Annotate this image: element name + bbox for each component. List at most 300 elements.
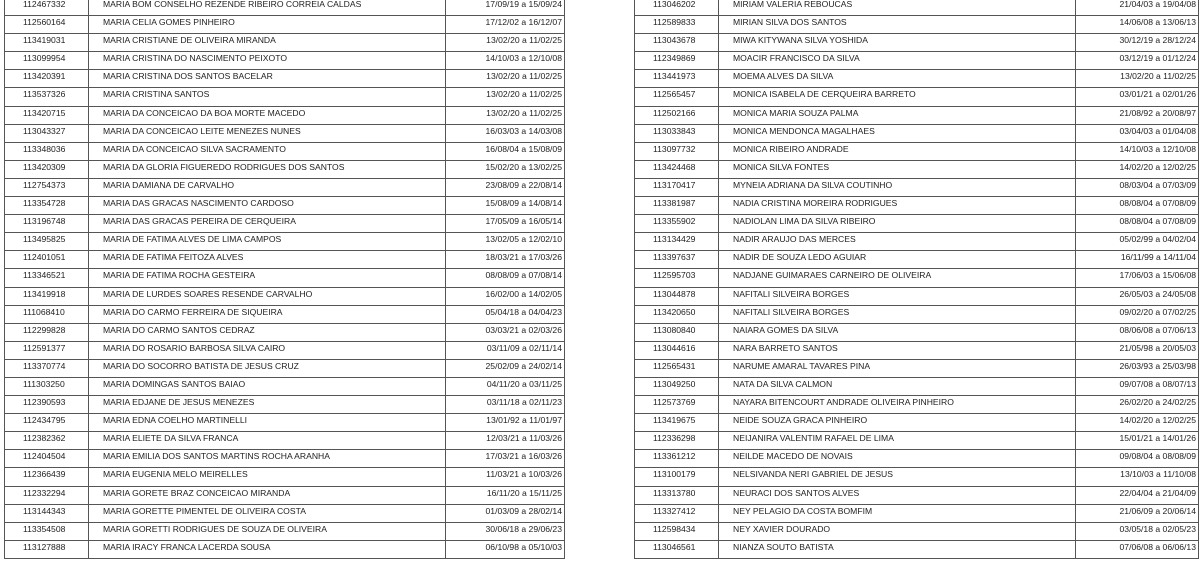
validity-period-cell [446,305,565,323]
validity-period: 25/02/09 a 24/02/14 [485,360,562,371]
table-row [635,396,1199,414]
registration-id-cell [635,52,719,70]
table-row [635,70,1199,88]
person-name-cell [719,432,1076,450]
table-row [635,414,1199,432]
registration-id-cell [5,160,89,178]
person-name: MYNEIA ADRIANA DA SILVA COUTINHO [733,179,893,190]
validity-period-cell [1076,251,1199,269]
person-name-cell [89,16,446,34]
validity-period: 14/10/03 a 12/10/08 [1119,143,1196,154]
validity-period-cell [1076,106,1199,124]
validity-period: 03/01/21 a 02/01/26 [1119,89,1196,100]
validity-period: 15/01/21 a 14/01/26 [1119,433,1196,444]
validity-period: 12/03/21 a 11/03/26 [486,433,562,444]
person-name-cell [89,70,446,88]
table-row [635,305,1199,323]
registration-id-cell [5,450,89,468]
validity-period: 16/02/00 a 14/02/05 [485,288,562,299]
table-row [635,106,1199,124]
person-name: MOEMA ALVES DA SILVA [733,71,834,82]
person-name: MARIA GORETTI RODRIGUES DE SOUZA DE OLIVEIRA [103,523,327,534]
validity-period: 17/05/09 a 16/05/14 [485,216,562,227]
table-row [5,142,565,160]
registration-id: 112332294 [23,487,66,498]
person-name-cell [89,504,446,522]
person-name: NEIJANIRA VALENTIM RAFAEL DE LIMA [733,433,894,444]
registration-id: 112754373 [23,179,66,190]
validity-period-cell [446,269,565,287]
person-name-cell [719,88,1076,106]
registration-id-cell [5,16,89,34]
registration-id: 112591377 [23,342,66,353]
person-name: NARUME AMARAL TAVARES PINA [733,360,871,371]
person-name: MARIA DE FATIMA ROCHA GESTEIRA [103,270,256,281]
person-name-cell [719,215,1076,233]
validity-period: 13/01/92 a 11/01/97 [486,415,562,426]
validity-period-cell [446,215,565,233]
person-name: MARIA CELIA GOMES PINHEIRO [103,17,235,28]
validity-period: 16/03/03 a 14/03/08 [485,125,562,136]
person-name: NADIR ARAUJO DAS MERCES [733,234,856,245]
validity-period: 14/06/08 a 13/06/13 [1119,17,1196,28]
registration-id: 113420715 [23,107,66,118]
validity-period-cell [1076,522,1199,540]
person-name-cell [719,396,1076,414]
table-row [635,34,1199,52]
registration-id-cell [635,359,719,377]
validity-period: 13/10/03 a 11/10/08 [1120,469,1196,480]
registration-id-cell [635,16,719,34]
person-name: MARIA GORETE BRAZ CONCEICAO MIRANDA [103,487,291,498]
registration-id: 113441973 [653,71,696,82]
person-name: MONICA MENDONCA MAGALHAES [733,125,875,136]
validity-period: 09/08/04 a 08/08/09 [1119,451,1196,462]
registration-id: 112565457 [653,89,696,100]
registration-id-cell [5,178,89,196]
registration-id-cell [5,377,89,395]
validity-period: 16/08/04 a 15/08/09 [485,143,562,154]
person-name-cell [89,359,446,377]
person-name: MARIA EDJANE DE JESUS MENEZES [103,397,255,408]
validity-period-cell [446,106,565,124]
validity-period: 16/11/99 a 14/11/04 [1120,252,1196,263]
registration-id-cell [5,142,89,160]
person-name-cell [89,251,446,269]
registration-id: 113420650 [653,306,696,317]
validity-period-cell [1076,341,1199,359]
validity-period-cell [446,124,565,142]
person-name: NEILDE MACEDO DE NOVAIS [733,451,853,462]
registration-id: 112595703 [653,270,696,281]
registration-id-cell [635,197,719,215]
validity-period-cell [1076,16,1199,34]
validity-period-cell [1076,124,1199,142]
validity-period-cell [1076,450,1199,468]
validity-period: 03/03/21 a 02/03/26 [485,324,562,335]
registration-id-cell [635,106,719,124]
registration-id: 112390593 [23,397,66,408]
registration-id-cell [635,215,719,233]
validity-period-cell [446,486,565,504]
registration-id-cell [635,70,719,88]
registration-id: 113419918 [23,288,66,299]
registration-id-cell [5,124,89,142]
registration-id-cell [5,106,89,124]
registration-id: 112382362 [23,433,66,444]
person-name-cell [719,414,1076,432]
registration-id-cell [635,504,719,522]
person-name-cell [89,197,446,215]
person-name: NADJANE GUIMARAES CARNEIRO DE OLIVEIRA [733,270,932,281]
person-name: MARIA DAMIANA DE CARVALHO [103,179,235,190]
person-name-cell [89,106,446,124]
person-name-cell [719,540,1076,558]
table-row [5,160,565,178]
person-name-cell [719,106,1076,124]
person-name-cell [89,468,446,486]
validity-period-cell [446,251,565,269]
validity-period-cell [446,377,565,395]
validity-period-cell [446,450,565,468]
validity-period: 09/02/20 a 07/02/25 [1119,306,1196,317]
person-name-cell [89,522,446,540]
validity-period: 08/08/04 a 07/08/09 [1119,198,1196,209]
table-row [635,359,1199,377]
person-name-cell [719,34,1076,52]
validity-period: 23/08/09 a 22/08/14 [485,179,562,190]
registration-id: 113355902 [653,216,696,227]
person-name: MARIA DE FATIMA FEITOZA ALVES [103,252,244,263]
validity-period-cell [1076,377,1199,395]
registration-id-cell [635,377,719,395]
registration-id: 113134429 [653,234,696,245]
registration-id: 113313780 [653,487,696,498]
table-row [635,504,1199,522]
validity-period: 01/03/09 a 28/02/14 [485,505,562,516]
validity-period-cell [1076,52,1199,70]
person-name: MARIA ELIETE DA SILVA FRANCA [103,433,239,444]
person-name: MIRIAM VALERIA REBOUCAS [733,0,853,9]
validity-period-cell [1076,540,1199,558]
registration-id: 113046561 [653,541,696,552]
registration-id: 113537326 [23,89,66,100]
person-name: NAYARA BITENCOURT ANDRADE OLIVEIRA PINHEIRO [733,397,954,408]
person-name: NAIARA GOMES DA SILVA [733,324,839,335]
person-name-cell [89,432,446,450]
validity-period-cell [446,142,565,160]
person-name: MARIA DOMINGAS SANTOS BAIAO [103,378,246,389]
validity-period-cell [1076,197,1199,215]
person-name-cell [89,269,446,287]
validity-period-cell [1076,70,1199,88]
table-row [5,70,565,88]
registration-id-cell [5,432,89,450]
table-row [5,540,565,558]
validity-period-cell [1076,287,1199,305]
person-name-cell [719,486,1076,504]
registration-id: 111303250 [23,378,65,389]
person-name-cell [719,0,1076,16]
registration-id-cell [5,323,89,341]
validity-period-cell [1076,215,1199,233]
validity-period-cell [1076,468,1199,486]
person-name: MARIA DE LURDES SOARES RESENDE CARVALHO [103,288,313,299]
validity-period: 13/02/05 a 12/02/10 [485,234,562,245]
validity-period-cell [446,359,565,377]
validity-period-cell [446,34,565,52]
registration-id: 113348036 [23,143,66,154]
registration-id: 112434795 [23,415,66,426]
validity-period-cell [446,323,565,341]
person-name-cell [719,16,1076,34]
registration-id-cell [5,233,89,251]
person-name: NEY XAVIER DOURADO [733,523,831,534]
person-name: MARIA DA CONCEICAO LEITE MENEZES NUNES [103,125,301,136]
validity-period: 21/06/09 a 20/06/14 [1119,505,1196,516]
person-name-cell [719,269,1076,287]
validity-period: 15/08/09 a 14/08/14 [485,198,562,209]
person-name: NEIDE SOUZA GRACA PINHEIRO [733,415,868,426]
table-row [635,215,1199,233]
registration-id-cell [635,34,719,52]
validity-period: 03/05/18 a 02/05/23 [1119,523,1196,534]
person-name: NAFITALI SILVEIRA BORGES [733,288,850,299]
registration-id-cell [5,269,89,287]
person-name-cell [719,522,1076,540]
person-name: NADIOLAN LIMA DA SILVA RIBEIRO [733,216,876,227]
validity-period-cell [446,160,565,178]
left-roster-table [4,0,565,559]
right-table-body [635,0,1199,558]
validity-period: 14/02/20 a 12/02/25 [1119,415,1196,426]
left-table-body [5,0,565,558]
registration-id: 113419031 [23,35,66,46]
registration-id: 113144343 [23,505,66,516]
validity-period: 17/12/02 a 16/12/07 [485,17,562,28]
registration-id: 113044616 [653,342,696,353]
table-row [635,287,1199,305]
registration-id-cell [5,34,89,52]
validity-period: 03/12/19 a 01/12/24 [1119,53,1196,64]
table-row [5,52,565,70]
person-name-cell [719,341,1076,359]
table-row [635,468,1199,486]
validity-period: 30/06/18 a 29/06/23 [485,523,562,534]
person-name: MARIA DO CARMO SANTOS CEDRAZ [103,324,255,335]
table-row [5,178,565,196]
validity-period: 03/11/18 a 02/11/23 [486,397,562,408]
person-name: NADIR DE SOUZA LEDO AGUIAR [733,252,867,263]
table-row [5,0,565,16]
validity-period-cell [446,233,565,251]
table-row [635,540,1199,558]
table-row [635,233,1199,251]
person-name: MARIA CRISTINA DOS SANTOS BACELAR [103,71,273,82]
validity-period: 18/03/21 a 17/03/26 [485,252,562,263]
table-row [5,504,565,522]
registration-id-cell [5,396,89,414]
validity-period-cell [1076,486,1199,504]
person-name-cell [89,215,446,233]
registration-id-cell [5,52,89,70]
person-name-cell [719,160,1076,178]
validity-period: 08/06/08 a 07/06/13 [1119,324,1196,335]
registration-id: 113354508 [23,523,66,534]
person-name: NATA DA SILVA CALMON [733,378,833,389]
person-name: MONICA SILVA FONTES [733,161,830,172]
person-name-cell [89,540,446,558]
person-name: MARIA CRISTINA SANTOS [103,89,210,100]
registration-id-cell [5,486,89,504]
validity-period-cell [1076,323,1199,341]
validity-period-cell [1076,432,1199,450]
validity-period: 17/09/19 a 15/09/24 [485,0,562,9]
table-row [635,323,1199,341]
table-row [5,486,565,504]
table-row [5,287,565,305]
validity-period-cell [1076,142,1199,160]
person-name: MIRIAN SILVA DOS SANTOS [733,17,847,28]
registration-id-cell [635,305,719,323]
person-name-cell [89,323,446,341]
table-row [5,251,565,269]
registration-id: 112589833 [653,17,696,28]
validity-period: 08/03/04 a 07/03/09 [1119,179,1196,190]
registration-id: 112560164 [23,17,66,28]
registration-id: 112401051 [23,252,66,263]
registration-id-cell [5,359,89,377]
registration-id-cell [635,468,719,486]
registration-id-cell [635,178,719,196]
person-name: MARIA CRISTINA DO NASCIMENTO PEIXOTO [103,53,288,64]
person-name-cell [89,396,446,414]
table-row [5,323,565,341]
validity-period-cell [1076,396,1199,414]
validity-period: 13/02/20 a 11/02/25 [486,71,562,82]
person-name: MARIA DO ROSARIO BARBOSA SILVA CAIRO [103,342,286,353]
registration-id: 113170417 [653,179,696,190]
person-name: MARIA BOM CONSELHO REZENDE RIBEIRO CORREIA CALDAS [103,0,362,9]
person-name-cell [719,233,1076,251]
person-name-cell [89,414,446,432]
table-row [635,341,1199,359]
validity-period: 21/08/92 a 20/08/97 [1119,107,1196,118]
registration-id: 113044878 [653,288,696,299]
person-name-cell [719,359,1076,377]
validity-period: 21/05/98 a 20/05/03 [1119,342,1196,353]
table-row [635,160,1199,178]
person-name: MARIA EMILIA DOS SANTOS MARTINS ROCHA ARANHA [103,451,330,462]
registration-id-cell [635,486,719,504]
registration-id: 113381987 [653,198,696,209]
person-name-cell [89,178,446,196]
validity-period: 14/02/20 a 12/02/25 [1119,161,1196,172]
registration-id: 111068410 [23,306,65,317]
table-row [5,215,565,233]
validity-period: 17/06/03 a 15/06/08 [1119,270,1196,281]
registration-id-cell [635,522,719,540]
registration-id-cell [5,287,89,305]
validity-period: 05/04/18 a 04/04/23 [485,306,562,317]
registration-id-cell [5,0,89,16]
person-name: NAFITALI SILVEIRA BORGES [733,306,850,317]
person-name-cell [719,468,1076,486]
registration-id: 113327412 [653,505,696,516]
person-name-cell [719,305,1076,323]
registration-id-cell [635,323,719,341]
registration-id-cell [5,522,89,540]
table-row [5,305,565,323]
table-row [5,16,565,34]
registration-id: 113495825 [23,234,66,245]
validity-period-cell [1076,88,1199,106]
person-name: MARIA IRACY FRANCA LACERDA SOUSA [103,541,271,552]
validity-period-cell [1076,160,1199,178]
validity-period-cell [446,432,565,450]
validity-period-cell [446,0,565,16]
validity-period: 26/05/03 a 24/05/08 [1119,288,1196,299]
registration-id: 113354728 [23,198,66,209]
table-row [5,432,565,450]
validity-period-cell [1076,414,1199,432]
person-name: MONICA ISABELA DE CERQUEIRA BARRETO [733,89,916,100]
registration-id-cell [5,251,89,269]
person-name: MOACIR FRANCISCO DA SILVA [733,53,860,64]
registration-id: 112467332 [23,0,66,9]
person-name: MONICA MARIA SOUZA PALMA [733,107,859,118]
person-name: MIWA KITYWANA SILVA YOSHIDA [733,35,868,46]
person-name: MARIA CRISTIANE DE OLIVEIRA MIRANDA [103,35,276,46]
validity-period-cell [1076,269,1199,287]
registration-id-cell [635,414,719,432]
validity-period: 26/03/93 a 25/03/98 [1119,360,1196,371]
validity-period-cell [1076,359,1199,377]
validity-period-cell [1076,0,1199,16]
table-row [635,197,1199,215]
table-row [5,233,565,251]
table-row [635,269,1199,287]
table-row [635,88,1199,106]
validity-period-cell [1076,34,1199,52]
registration-id: 112598434 [653,523,696,534]
validity-period: 30/12/19 a 28/12/24 [1119,35,1196,46]
table-row [5,197,565,215]
validity-period-cell [446,16,565,34]
validity-period: 08/08/04 a 07/08/09 [1119,216,1196,227]
validity-period: 14/10/03 a 12/10/08 [485,53,562,64]
person-name-cell [719,70,1076,88]
person-name-cell [89,52,446,70]
person-name-cell [89,486,446,504]
person-name: MARIA EUGENIA MELO MEIRELLES [103,469,248,480]
table-row [635,142,1199,160]
registration-id: 112565431 [653,360,696,371]
table-row [635,377,1199,395]
person-name: MARIA EDNA COELHO MARTINELLI [103,415,248,426]
validity-period: 15/02/20 a 13/02/25 [485,161,562,172]
person-name-cell [719,52,1076,70]
person-name: NEURACI DOS SANTOS ALVES [733,487,860,498]
validity-period: 22/04/04 a 21/04/09 [1119,487,1196,498]
person-name-cell [719,504,1076,522]
registration-id-cell [635,341,719,359]
validity-period-cell [446,540,565,558]
registration-id-cell [5,540,89,558]
person-name: MARIA DAS GRACAS NASCIMENTO CARDOSO [103,198,294,209]
validity-period: 08/08/09 a 07/08/14 [485,270,562,281]
table-row [5,34,565,52]
